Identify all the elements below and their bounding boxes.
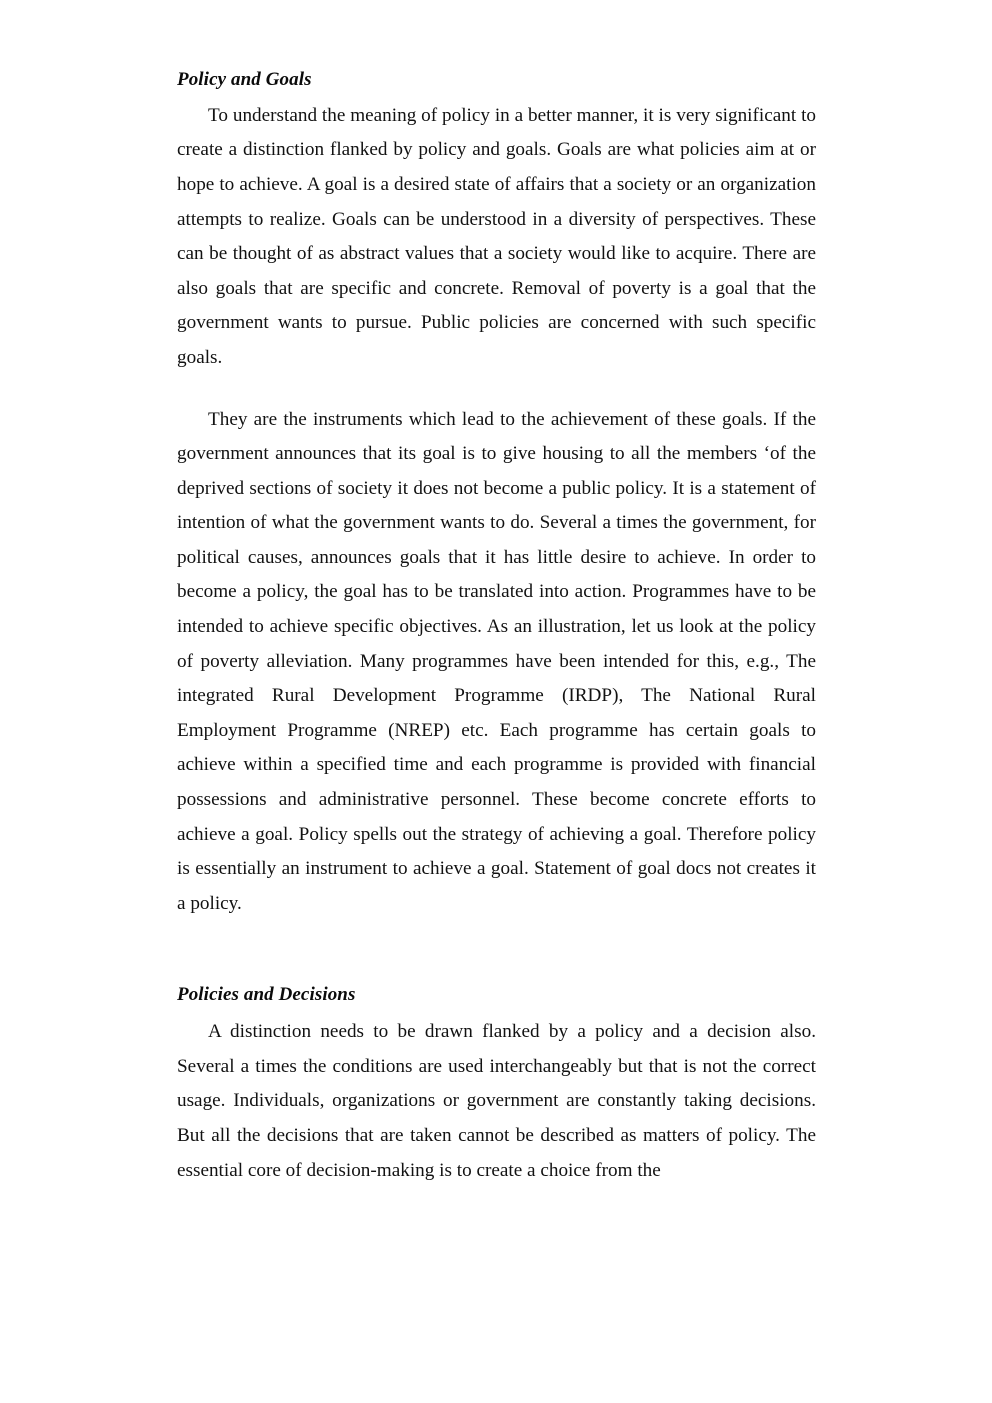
paragraph-policy-goals-2: They are the instruments which lead to the achievement of these goals. If the government announces that its goal is to give housing to all the members ‘of the deprived sections of society it does not become a public policy. It is a statement of intention of what the government wants to do. Several a times the government, for political causes, announces goals that it has little desire to achieve. In order to become a policy, the goal has to be translated into action. Programmes have to be intended to achieve specific objectives. As an illustration, let us look at the policy of poverty alleviation. Many programmes have been intended for this, e.g., The integrated Rural Development Programme (IRDP), The National Rural Employment Programme (NREP) etc. Each programme has certain goals to achieve within a specified time and each programme is provided with financial possessions and administrative personnel. These become concrete efforts to achieve a goal. Policy spells out the strategy of achieving a goal. Therefore policy is essentially an instrument to achieve a goal. Statement of goal docs not creates it a policy. — [177, 408, 816, 914]
spacer — [177, 921, 816, 983]
spacer — [177, 92, 816, 99]
paragraph-policy-goals-1: To understand the meaning of policy in a better manner, it is very significant to create a distinction flanked by policy and goals. Goals are what policies aim at or hope to achieve. A goal is a desired state of affairs that a society or an organization attempts to realize. Goals can be understood in a diversity of perspectives. These can be thought of as abstract values that a society would like to acquire. There are also goals that are specific and concrete. Removal of poverty is a goal that the government wants to pursue. Public policies are concerned with such specific goals. — [177, 104, 816, 368]
spacer — [177, 1007, 816, 1015]
spacer — [177, 376, 816, 403]
paragraph-policies-decisions-1: A distinction needs to be drawn flanked by a policy and a decision also. Several a times the conditions are used interchangeably but that is not the correct usage. Individuals, organizations or government are constantly taking decisions. But all the decisions that are taken cannot be described as matters of policy. The essential core of decision-making is to create a choice from the — [177, 1021, 816, 1181]
text-column — [177, 68, 816, 1188]
heading-policy-and-goals: Policy and Goals — [177, 69, 312, 90]
heading-policies-and-decisions: Policies and Decisions — [177, 984, 356, 1006]
